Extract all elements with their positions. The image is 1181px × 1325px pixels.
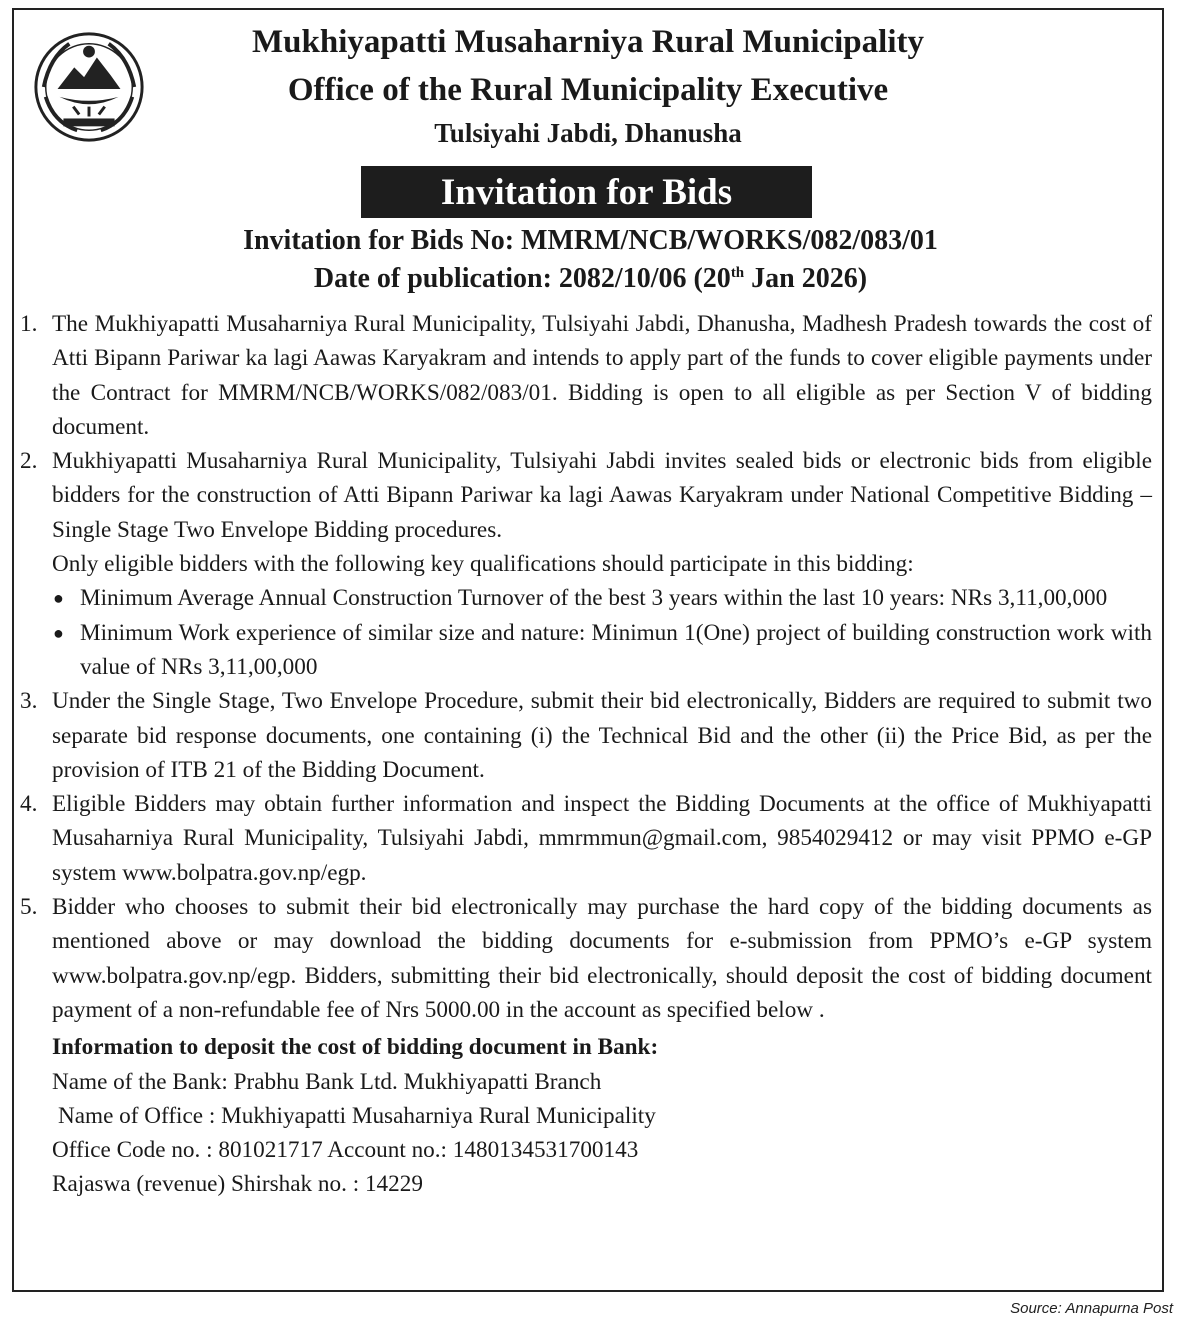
revenue-heading-no: Rajaswa (revenue) Shirshak no. : 14229: [52, 1171, 423, 1198]
list-item: 5. Bidder who chooses to submit their bid electronically may purchase the hard copy of the bidding documents as mentioned above or may download the bidding documents for e-submission from PPMO’s e-GP system www.bolpatra.gov.np/egp. Bidders, submitting their bid electronically, should deposit the cost of bidding document payment of a non-refundable fee of Nrs 5000.00 in the account as specified below .: [20, 894, 1152, 1023]
municipality-name: Mukhiyapatti Musaharniya Rural Municipality: [251, 24, 924, 60]
bullet-item: ● Minimum Average Annual Construction Turnover of the best 3 years within the last 10 years: NRs 3,11,00,000: [20, 581, 1152, 615]
title-banner: Invitation for Bids: [361, 166, 812, 218]
list-item: 4. Eligible Bidders may obtain further information and inspect the Bidding Documents at the office of Mukhiyapatti Musaharniya Rural Municipality, Tulsiyahi Jabdi, mmrmmun@gmail.com, 9854029412 or may visit PPMO e-GP system www.bolpatra.gov.np/egp.: [20, 791, 1152, 886]
nepal-government-emblem-icon: [30, 28, 148, 146]
list-item: 3. Under the Single Stage, Two Envelope Procedure, submit their bid electronically, Bidders are required to submit two separate bid response documents, one containing (i) the Technical Bid and the other (ii) the Price Bid, as per the provision of ITB 21 of the Bidding Document.: [20, 688, 1152, 783]
office-address: Tulsiyahi Jabdi, Dhanusha: [434, 118, 742, 148]
bank-name: Name of the Bank: Prabhu Bank Ltd. Mukhiyapatti Branch: [52, 1068, 602, 1095]
bid-number: Invitation for Bids No: MMRM/NCB/WORKS/082/083/01: [243, 225, 938, 256]
bullet-item: ● Minimum Work experience of similar size and nature: Minimun 1(One) project of building construction work with value of NRs 3,11,00,000: [20, 616, 1152, 685]
office-name: Office of the Rural Municipality Executive: [287, 72, 889, 108]
list-item: 2. Mukhiyapatti Musaharniya Rural Municipality, Tulsiyahi Jabdi invites sealed bids or electronic bids from eligible bidders for the construction of Atti Bipann Pariwar ka lagi Aawas Karyakram under National Competitive Bidding – Single Stage Two Envelope Bidding procedures.: [20, 448, 1152, 543]
publication-date: Date of publication: 2082/10/06 (20th Jan 2026): [313, 263, 868, 294]
notice-body: [20, 307, 1152, 1202]
office-code-account: Office Code no. : 801021717 Account no.: 1480134531700143: [52, 1137, 639, 1164]
source-credit: Source: Annapurna Post: [1010, 1300, 1173, 1317]
office-name-line: Name of Office : Mukhiyapatti Musaharniya Rural Municipality: [58, 1102, 656, 1129]
bullet-icon: ●: [53, 622, 64, 643]
bullet-icon: ●: [53, 588, 64, 609]
qualification-intro: Only eligible bidders with the following key qualifications should participate in this bidding:: [52, 551, 914, 578]
list-item: 1. The Mukhiyapatti Musaharniya Rural Municipality, Tulsiyahi Jabdi, Dhanusha, Madhesh Pradesh towards the cost of Atti Bipann Pariwar ka lagi Aawas Karyakram and intends to apply part of the funds to cover eligible payments under the Contract for MMRM/NCB/WORKS/082/083/01. Bidding is open to all eligible as per Section V of bidding document.: [20, 311, 1152, 440]
bank-info-heading: Information to deposit the cost of bidding document in Bank:: [52, 1034, 659, 1061]
